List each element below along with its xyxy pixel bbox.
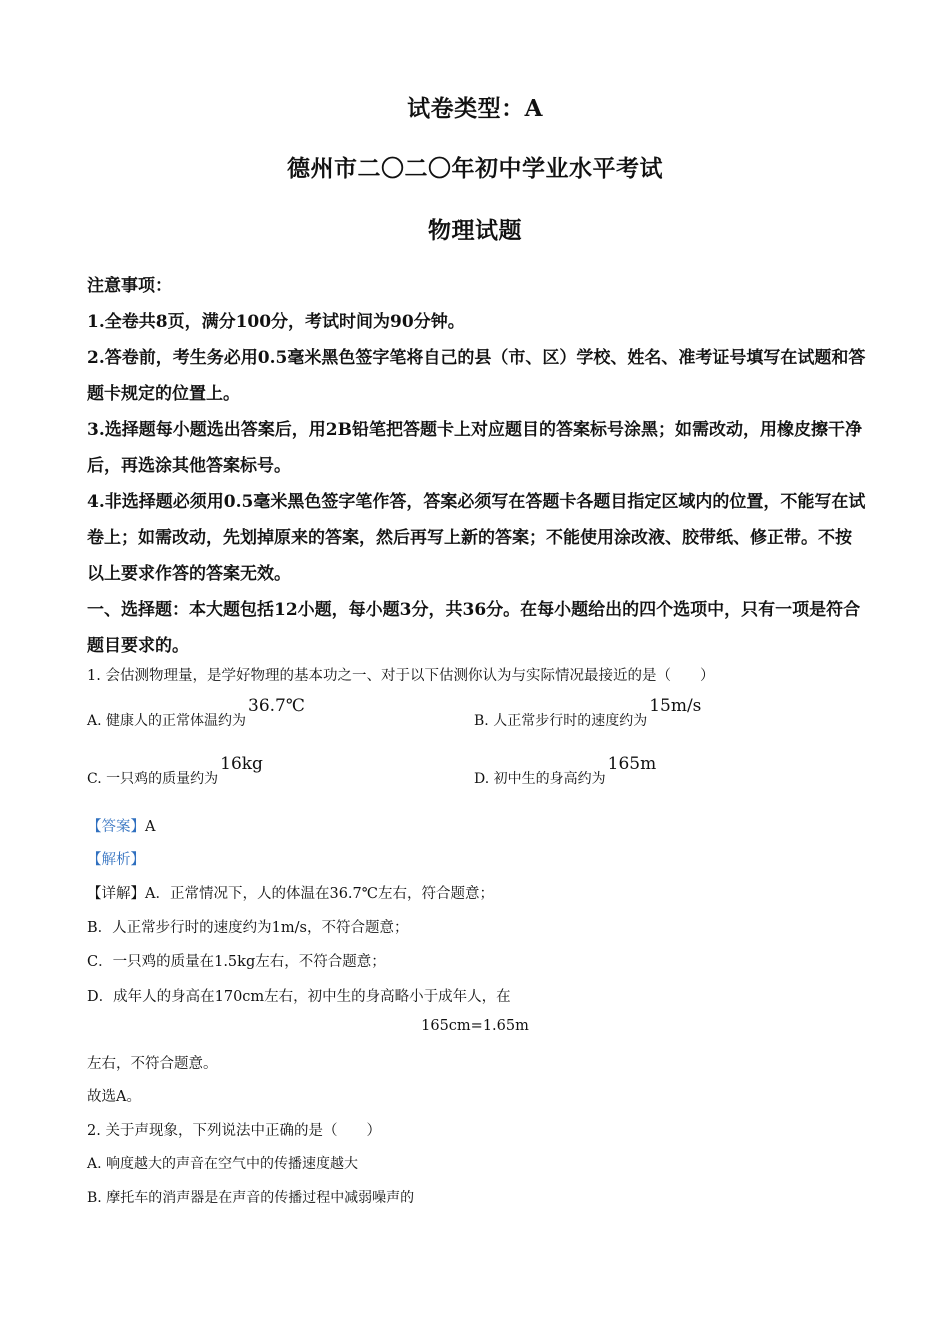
notes-heading: 注意事项：	[87, 276, 172, 296]
q2-option-a: A. 响度越大的声音在空气中的传播速度越大	[87, 1156, 359, 1172]
subject-title: 物理试题	[428, 217, 522, 244]
detail-line: 【详解】A．正常情况下，人的体温在36.7℃左右，符合题意；	[87, 886, 494, 902]
question-1-stem: 1. 会估测物理量，是学好物理的基本功之一、对于以下估测你认为与实际情况最接近的是（ ）	[87, 668, 715, 684]
answer-line	[87, 815, 155, 836]
detail-line: B．人正常步行时的速度约为1m/s，不符合题意；	[87, 920, 409, 936]
exam-title: 德州市二〇二〇年初中学业水平考试	[287, 155, 663, 182]
detail-line: 故选A。	[87, 1089, 141, 1105]
note-item: 1.全卷共8页，满分100分，考试时间为90分钟。	[87, 312, 465, 332]
option-text: C. 一只鸡的质量约为	[87, 771, 219, 787]
option-text: D. 初中生的身高约为	[474, 771, 606, 787]
option-value: 16kg	[220, 754, 263, 774]
detail-line: 左右，不符合题意。	[87, 1056, 218, 1072]
option-value: 15m/s	[649, 696, 702, 716]
q1-option-a	[87, 696, 305, 730]
detail-equation: 165cm=1.65m	[421, 1018, 529, 1034]
notes-section	[87, 268, 867, 664]
note-item: 2.答卷前，考生务必用0.5毫米黑色签字笔将自己的县（市、区）学校、姓名、准考证号填写在试题和答题卡规定的位置上。	[87, 348, 866, 404]
answer-value: A	[145, 819, 156, 835]
q1-option-d	[474, 754, 657, 788]
analysis-label: 【解析】	[87, 852, 145, 868]
option-text: A. 健康人的正常体温约为	[87, 713, 247, 729]
q1-option-c	[87, 754, 263, 788]
question-2-stem: 2. 关于声现象，下列说法中正确的是（ ）	[87, 1123, 381, 1139]
paper-type: 试卷类型：A	[407, 95, 543, 122]
option-text: B. 人正常步行时的速度约为	[474, 713, 648, 729]
note-item: 3.选择题每小题选出答案后，用2B铅笔把答题卡上对应题目的答案标号涂黑；如需改动，用橡皮擦干净后，再选涂其他答案标号。	[87, 420, 862, 476]
detail-line: D．成年人的身高在170cm左右，初中生的身高略小于成年人，在	[87, 989, 511, 1005]
q2-option-b: B. 摩托车的消声器是在声音的传播过程中减弱噪声的	[87, 1190, 415, 1206]
option-value: 165m	[607, 754, 657, 774]
note-item: 4.非选择题必须用0.5毫米黑色签字笔作答，答案必须写在答题卡各题目指定区域内的位置，不能写在试卷上；如需改动，先划掉原来的答案，然后再写上新的答案；不能使用涂改液、胶带纸、修正带。不按以上要求作答的答案无效。	[87, 492, 866, 584]
option-value: 36.7℃	[248, 696, 305, 716]
section-heading: 一、选择题：本大题包括12小题，每小题3分，共36分。在每小题给出的四个选项中，只有一项是符合题目要求的。	[87, 600, 861, 656]
answer-label: 【答案】	[87, 819, 145, 835]
q1-option-b	[474, 696, 702, 730]
detail-line: C．一只鸡的质量在1.5kg左右，不符合题意；	[87, 954, 386, 970]
